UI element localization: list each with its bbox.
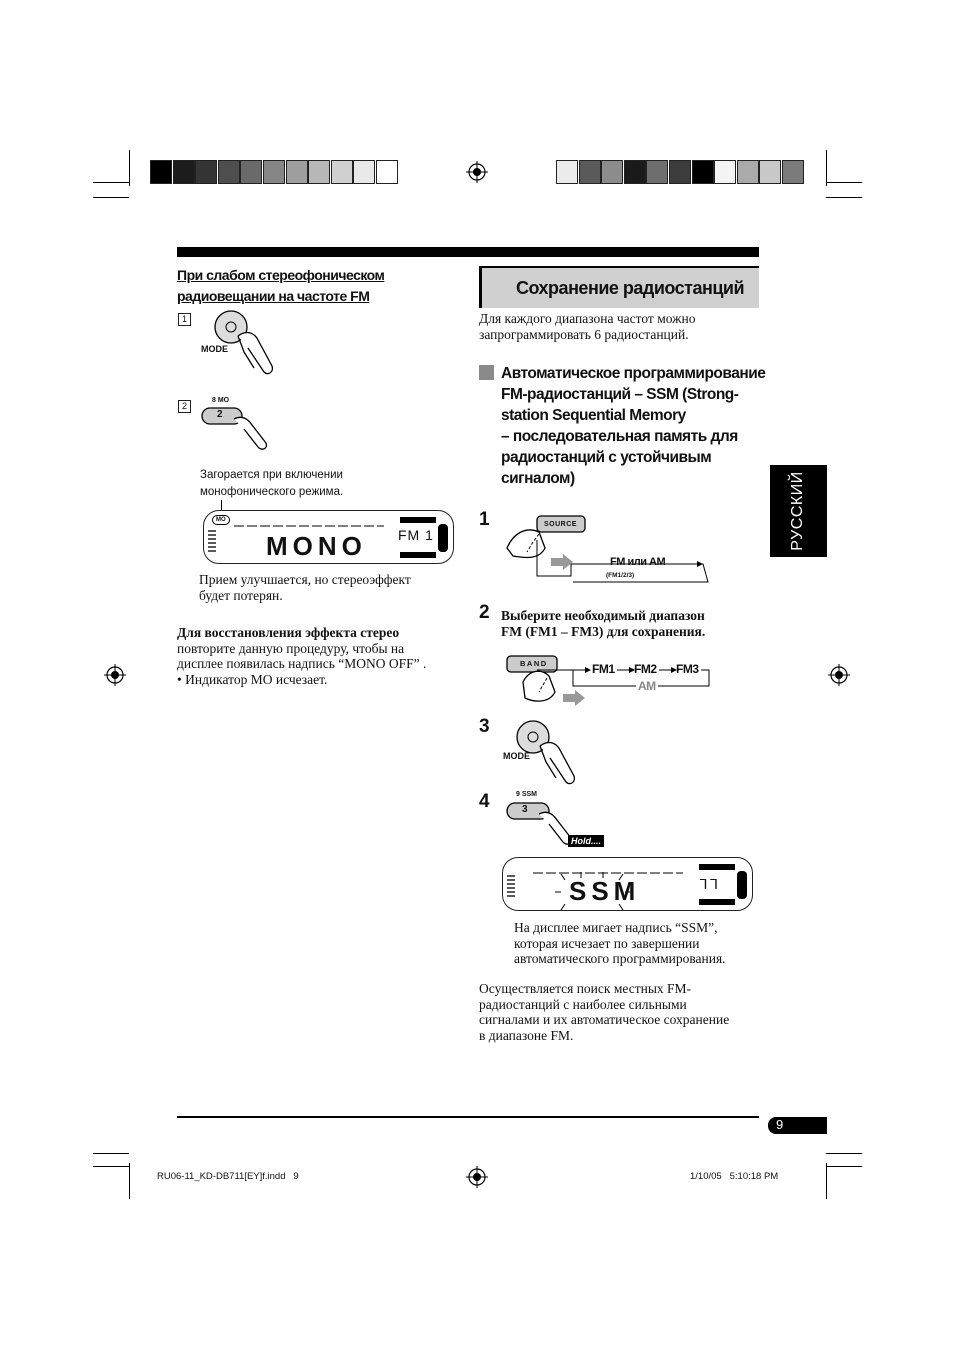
color-swatch xyxy=(331,160,353,184)
color-swatch xyxy=(692,160,714,184)
language-tab-label: РУССКИЙ xyxy=(789,471,806,551)
color-swatch xyxy=(173,160,195,184)
mode-button-label: MODE xyxy=(503,751,530,761)
section-title-box xyxy=(479,266,759,308)
step1-result: FM или AM xyxy=(610,556,666,568)
preset-label: 9 SSM xyxy=(516,791,538,798)
restore-line: дисплее появилась надпись “MONO OFF” . xyxy=(177,656,427,672)
restore-line: повторите данную процедуру, чтобы на xyxy=(177,640,405,656)
registration-mark-icon xyxy=(104,664,126,686)
color-swatch xyxy=(714,160,736,184)
registration-mark-icon xyxy=(466,1166,488,1188)
color-swatch xyxy=(195,160,217,184)
step-number: 2 xyxy=(479,602,490,623)
hold-badge: Hold.... xyxy=(568,835,604,847)
step-number: 1 xyxy=(479,509,490,530)
top-rule xyxy=(177,247,759,257)
color-swatch xyxy=(150,160,172,184)
color-swatch xyxy=(624,160,646,184)
mode-button-label: MODE xyxy=(201,344,228,354)
page-number-tab xyxy=(768,1117,827,1134)
color-swatch xyxy=(737,160,759,184)
band-fm3: FM3 xyxy=(676,662,699,676)
step2-line: FM (FM1 – FM3) для сохранения. xyxy=(501,623,706,639)
lcd-band-text: FM 1 xyxy=(398,527,434,543)
blink-line: автоматического программирования. xyxy=(514,951,726,967)
left-heading xyxy=(177,265,384,307)
subsection-heading xyxy=(501,363,765,489)
color-swatch xyxy=(308,160,330,184)
lcd-display-mono xyxy=(203,510,454,564)
left-heading-line: При слабом стереофоническом xyxy=(177,267,385,283)
color-swatch xyxy=(263,160,285,184)
language-tab xyxy=(770,465,827,557)
note-line: Прием улучшается, но стереоэффект xyxy=(199,572,411,587)
left-restore xyxy=(177,625,426,687)
registration-mark-icon xyxy=(828,664,850,686)
result-line: сигналами и их автоматическое сохранение xyxy=(479,1012,730,1028)
lcd-display-ssm xyxy=(502,857,753,911)
color-swatch xyxy=(240,160,262,184)
lcd-main-text: SSM xyxy=(569,876,641,906)
band-fm2: FM2 xyxy=(634,662,657,676)
lcd-main-text: MONO xyxy=(266,531,367,561)
preset-2-button-press-icon[interactable] xyxy=(200,405,280,455)
subsection-line: FM-радиостанций – SSM (Strong- xyxy=(501,386,739,403)
source-button-press-icon[interactable] xyxy=(503,512,718,592)
intro-line: Для каждого диапазона частот можно xyxy=(479,311,696,326)
subsection-line: Автоматическое программирование xyxy=(501,365,766,382)
result-line: в диапазоне FM. xyxy=(479,1027,574,1043)
registration-mark-icon xyxy=(466,161,488,183)
step1-result-sub: (FM1/2/3) xyxy=(606,572,635,579)
step2-line: Выберите необходимый диапазон xyxy=(501,608,705,623)
lcd-level-bars-icon xyxy=(234,518,384,528)
subsection-line: радиостанций с устойчивым xyxy=(501,449,712,466)
color-swatch xyxy=(669,160,691,184)
left-heading-line: радиовещании на частоте FM xyxy=(177,288,370,304)
color-swatch xyxy=(286,160,308,184)
step2-text xyxy=(501,608,705,639)
step-number: 4 xyxy=(479,791,490,812)
note-line: будет потерян. xyxy=(199,587,283,603)
result-line: радиостанций с наиболее сильными xyxy=(479,996,687,1012)
color-swatch xyxy=(646,160,668,184)
blink-line: которая исчезает по завершении xyxy=(514,935,700,951)
color-swatch xyxy=(218,160,240,184)
subsection-line: – последовательная память для xyxy=(501,428,738,445)
footer-file: RU06-11_KD-DB711[EY]f.indd 9 xyxy=(157,1171,299,1182)
callout-line: монофонического режима. xyxy=(200,486,344,498)
preset-label: 8 MO xyxy=(212,397,230,404)
lcd-left-bars-icon xyxy=(506,874,516,902)
band-am: AM xyxy=(638,679,656,693)
page-number: 9 xyxy=(776,1117,784,1132)
source-button-label: SOURCE xyxy=(544,521,577,528)
step-number-box: 1 xyxy=(178,313,191,326)
band-button-label: BAND xyxy=(520,659,548,668)
subsection-line: сигналом) xyxy=(501,470,575,487)
lcd-left-bars-icon xyxy=(207,529,217,557)
lcd-mo-indicator: MO xyxy=(212,515,230,525)
step-number: 3 xyxy=(479,716,490,737)
step-number-box: 2 xyxy=(178,400,191,413)
color-swatch xyxy=(556,160,578,184)
subsection-marker xyxy=(479,365,494,380)
lcd-band-text: ᒣᒣ xyxy=(699,876,721,892)
callout-line: Загорается при включении xyxy=(200,469,343,481)
color-swatch xyxy=(782,160,804,184)
restore-heading: Для восстановления эффекта стерео xyxy=(177,625,400,640)
blink-line: На дисплее мигает надпись “SSM”, xyxy=(514,920,718,935)
result-text xyxy=(479,981,729,1043)
color-swatch xyxy=(353,160,375,184)
color-swatch xyxy=(601,160,623,184)
footer-date: 1/10/05 5:10:18 PM xyxy=(690,1171,779,1182)
preset-3-label: 3 xyxy=(522,804,528,815)
preset-2-label: 2 xyxy=(217,409,223,420)
callout-text xyxy=(200,467,343,501)
section-title: Сохранение радиостанций xyxy=(516,278,745,298)
bottom-rule xyxy=(177,1116,759,1118)
lcd-eq-badge-icon xyxy=(681,861,751,909)
color-swatch xyxy=(376,160,398,184)
color-swatch xyxy=(759,160,781,184)
band-fm1: FM1 xyxy=(592,662,615,676)
result-line: Осуществляется поиск местных FM- xyxy=(479,981,692,996)
left-note xyxy=(199,572,411,603)
subsection-line: station Sequential Memory xyxy=(501,407,686,424)
color-swatch xyxy=(579,160,601,184)
restore-bullet: • Индикатор MO исчезает. xyxy=(177,671,328,687)
right-intro xyxy=(479,311,695,342)
blink-note xyxy=(514,920,726,967)
lcd-eq-badge-icon xyxy=(382,514,452,562)
intro-line: запрограммировать 6 радиостанций. xyxy=(479,326,689,342)
